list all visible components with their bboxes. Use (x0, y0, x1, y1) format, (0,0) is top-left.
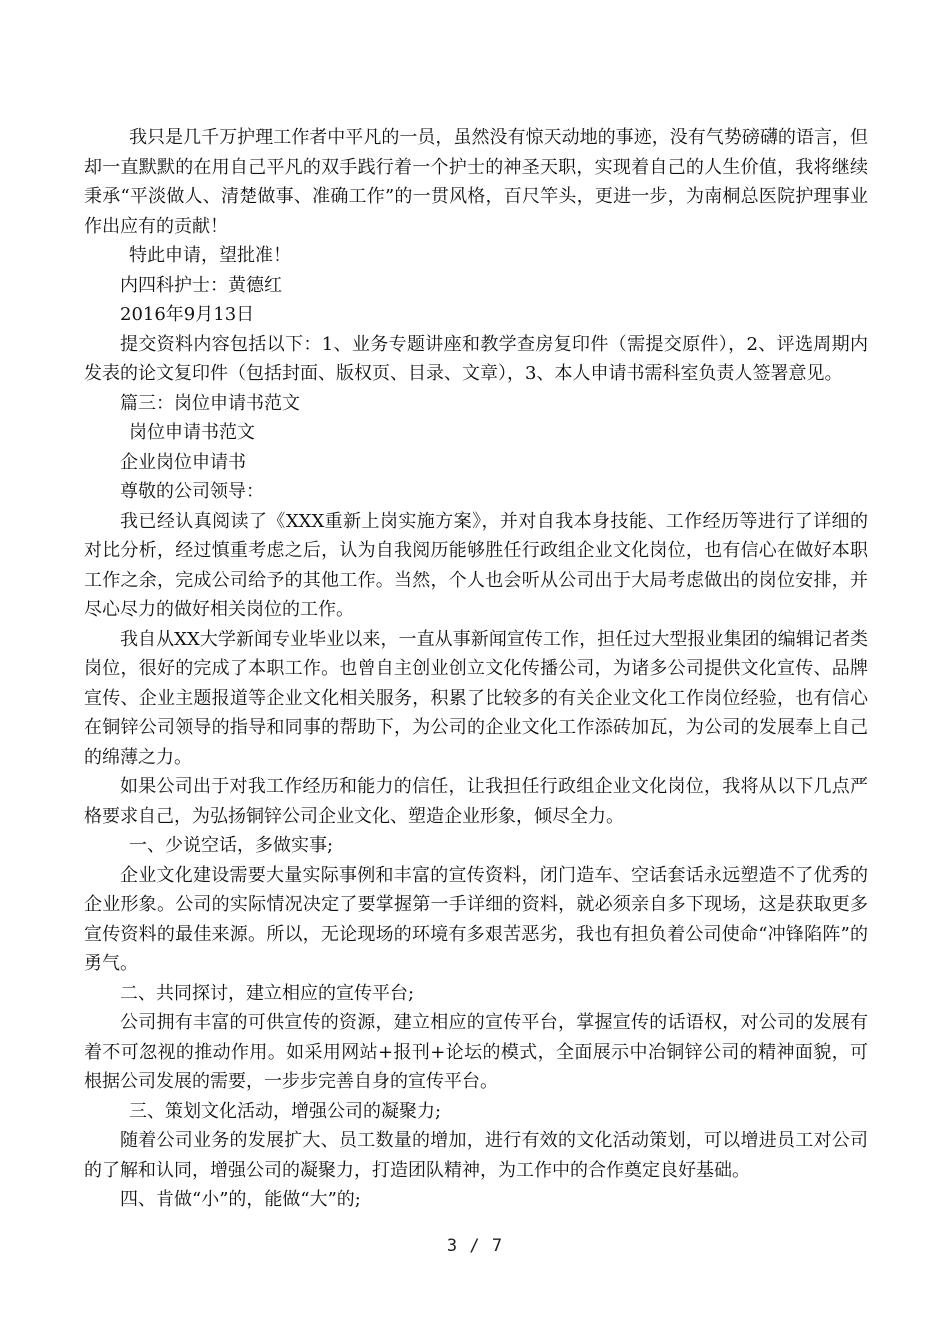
paragraph-request-approval: 特此申请，望批准！ (129, 245, 291, 266)
document-title: 岗位申请书范文 (129, 422, 255, 443)
point-body-one: 企业文化建设需要大量实际事例和丰富的宣传资料，闭门造车、空话套话永远塑造不了优秀的企业形象。公司的实际情况决定了要掌握第一手详细的资料，就必须亲自多下现场，这是获取更多宣传资料的最佳来源。所以，无论现场的环境有多艰苦恶劣，我也有担负着公司使命“冲锋陷阵”的勇气。 (84, 864, 868, 974)
section-heading-part-three: 篇三：岗位申请书范文 (120, 392, 300, 414)
paragraph-plan-review: 我已经认真阅读了《XXX重新上岗实施方案》，并对自我本身技能、工作经历等进行了详细的对比分析，经过慎重考虑之后，认为自我阅历能够胜任行政组企业文化岗位，也有信心在做好本职工作之余，完成公司给予的其他工作。当然，个人也会听从公司出于大局考虑做出的岗位安排，并尽心尽力的做好相关岗位的工作。 (84, 510, 868, 620)
point-body-two: 公司拥有丰富的可供宣传的资源，建立相应的宣传平台，掌握宣传的话语权，对公司的发展有着不可忽视的推动作用。如采用网站+报刊+论坛的模式，全面展示中冶铜锌公司的精神面貌，可根据公司发展的需要，一步步完善自身的宣传平台。 (84, 1012, 868, 1092)
point-heading-two: 二、共同探讨，建立相应的宣传平台; (120, 982, 415, 1004)
point-heading-one: 一、少说空话，多做实事; (129, 835, 334, 856)
signature-line: 内四科护士：黄德红 (120, 274, 282, 296)
document-subtitle: 企业岗位申请书 (120, 451, 246, 473)
salutation: 尊敬的公司领导： (120, 481, 264, 502)
page-number: 3 / 7 (446, 1236, 504, 1256)
paragraph-commitment: 如果公司出于对我工作经历和能力的信任，让我担任行政组企业文化岗位，我将从以下几点严格要求自己，为弘扬铜锌公司企业文化、塑造企业形象，倾尽全力。 (84, 776, 868, 827)
point-heading-three: 三、策划文化活动，增强公司的凝聚力; (129, 1100, 442, 1122)
point-heading-four: 四、肯做“小”的，能做“大”的; (120, 1189, 361, 1210)
document-body (84, 123, 868, 1215)
date-line: 2016年9月13日 (120, 304, 255, 325)
paragraph-background: 我自从XX大学新闻专业毕业以来，一直从事新闻宣传工作，担任过大型报业集团的编辑记者类岗位，很好的完成了本职工作。也曾自主创业创立文化传播公司，为诸多公司提供文化宣传、品牌宣传、企业主题报道等企业文化相关服务，积累了比较多的有关企业文化工作岗位经验，也有信心在铜锌公司领导的指导和同事的帮助下，为公司的企业文化工作添砖加瓦，为公司的发展奉上自己的绵薄之力。 (84, 628, 868, 768)
paragraph-submission-materials: 提交资料内容包括以下：1、业务专题讲座和教学查房复印件（需提交原件），2、评选周期内发表的论文复印件（包括封面、版权页、目录、文章），3、本人申请书需科室负责人签署意见。 (84, 333, 868, 384)
point-body-three: 随着公司业务的发展扩大、员工数量的增加，进行有效的文化活动策划，可以增进员工对公司的了解和认同，增强公司的凝聚力，打造团队精神，为工作中的合作奠定良好基础。 (84, 1130, 868, 1181)
paragraph-nurse-statement: 我只是几千万护理工作者中平凡的一员，虽然没有惊天动地的事迹，没有气势磅礴的语言，但却一直默默的在用自己平凡的双手践行着一个护士的神圣天职，实现着自己的人生价值，我将继续秉承“平淡做人、清楚做事、准确工作”的一贯风格，百尺竿头，更进一步，为南桐总医院护理事业作出应有的贡献！ (84, 127, 868, 237)
